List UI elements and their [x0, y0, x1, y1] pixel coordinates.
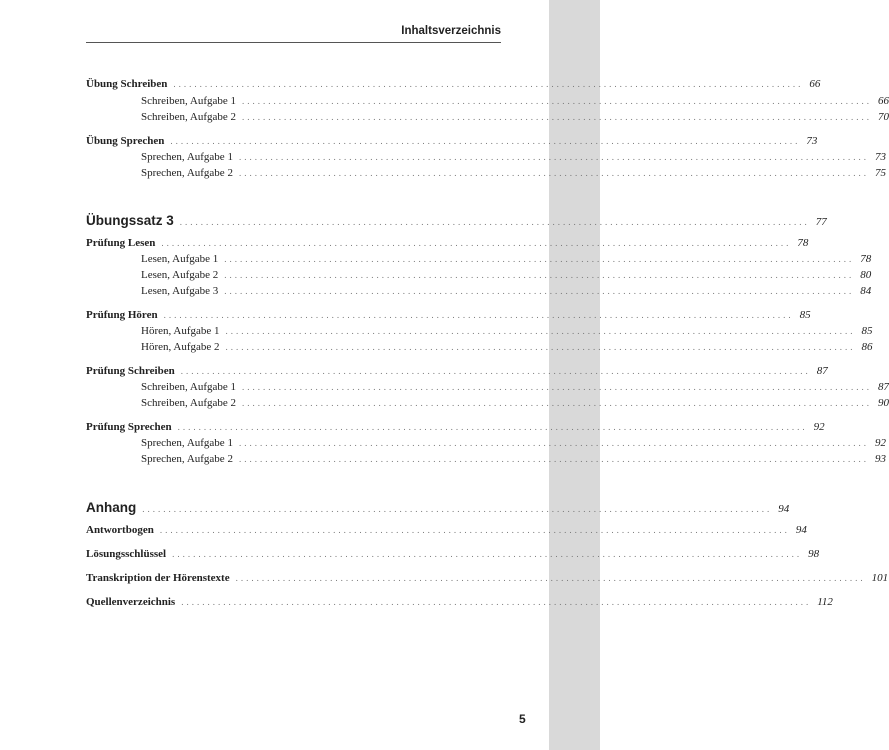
toc-entry-label: Sprechen, Aufgabe 2 [141, 453, 233, 465]
toc-entry-section [86, 596, 833, 608]
toc-entry-label: Transkription der Hörenstexte [86, 572, 230, 584]
toc-entry-page: 98 [808, 548, 820, 560]
toc-entry-page: 84 [860, 285, 872, 297]
toc-entry-item [141, 397, 889, 409]
toc-entry-page: 75 [874, 167, 886, 179]
dot-leader: ........................................................................................................................ [161, 238, 792, 248]
toc-entry-page: 90 [878, 397, 889, 409]
dot-leader: ........................................................................................................................ [242, 382, 872, 392]
toc-entry-item [141, 325, 873, 337]
toc-entry-page: 87 [878, 381, 889, 393]
dot-leader: ........................................................................................................................ [225, 342, 856, 352]
toc-entry-label: Hören, Aufgabe 2 [141, 341, 220, 353]
toc-entry-item [141, 437, 886, 449]
toc-entry-label: Schreiben, Aufgabe 1 [141, 381, 236, 393]
toc-entry-item [141, 269, 872, 281]
dot-leader: ........................................................................................................................ [177, 422, 808, 432]
toc-entry-label: Antwortbogen [86, 524, 154, 536]
dot-leader: ........................................................................................................................ [235, 573, 866, 583]
toc-entry-label: Übung Schreiben [86, 78, 168, 90]
dot-leader: ........................................................................................................................ [224, 270, 855, 280]
toc-entry-item [141, 341, 873, 353]
toc-entry-label: Prüfung Sprechen [86, 421, 172, 433]
dot-leader: ........................................................................................................................ [170, 136, 801, 146]
toc-entry-label: Schreiben, Aufgabe 1 [141, 95, 236, 107]
dot-leader: ........................................................................................................................ [224, 286, 855, 296]
dot-leader: ........................................................................................................................ [242, 112, 872, 122]
toc-entry-page: 94 [778, 503, 790, 515]
toc-entry-section [86, 548, 820, 560]
dot-leader: ........................................................................................................................ [163, 310, 794, 320]
toc-entry-label: Prüfung Hören [86, 309, 158, 321]
toc-entry-section [86, 524, 807, 536]
toc-entry-page: 66 [809, 78, 821, 90]
dot-leader: ........................................................................................................................ [224, 254, 855, 264]
toc-entry-item [141, 95, 889, 107]
toc-entry-item [141, 253, 872, 265]
toc-entry-page: 78 [860, 253, 872, 265]
toc-entry-page: 93 [874, 453, 886, 465]
dot-leader: ........................................................................................................................ [238, 152, 869, 162]
toc-entry-page: 87 [816, 365, 828, 377]
toc-entry-label: Übung Sprechen [86, 135, 165, 147]
toc-entry-page: 80 [860, 269, 872, 281]
toc-entry-page: 85 [799, 309, 811, 321]
toc-entry-item [141, 285, 872, 297]
toc-entry-page: 94 [795, 524, 807, 536]
toc-entry-page: 73 [874, 151, 886, 163]
toc-entry-page: 77 [815, 216, 827, 228]
toc-entry-label: Sprechen, Aufgabe 2 [141, 167, 233, 179]
toc-entry-section [86, 78, 821, 90]
running-header: Inhaltsverzeichnis [401, 25, 501, 37]
dot-leader: ........................................................................................................................ [238, 454, 869, 464]
toc-entry-page: 112 [817, 596, 833, 608]
toc-entry-item [141, 151, 886, 163]
toc-entry-label: Quellenverzeichnis [86, 596, 176, 608]
toc-entry-page: 78 [797, 237, 809, 249]
toc-entry-section [86, 237, 809, 249]
header-rule [86, 42, 501, 43]
toc-entry-label: Prüfung Schreiben [86, 365, 175, 377]
toc-entry-label: Lesen, Aufgabe 3 [141, 285, 219, 297]
toc-entry-label: Sprechen, Aufgabe 1 [141, 437, 233, 449]
toc-entry-section [86, 365, 828, 377]
toc-entry-page: 101 [871, 572, 889, 584]
dot-leader: ........................................................................................................................ [181, 597, 812, 607]
dot-leader: ........................................................................................................................ [159, 525, 790, 535]
dot-leader: ........................................................................................................................ [238, 168, 869, 178]
toc-entry-label: Lesen, Aufgabe 2 [141, 269, 219, 281]
dot-leader: ........................................................................................................................ [142, 504, 773, 514]
toc-entry-item [141, 111, 889, 123]
toc-entry-label: Hören, Aufgabe 1 [141, 325, 220, 337]
toc-entry-page: 92 [874, 437, 886, 449]
toc-entry-section [86, 135, 818, 147]
toc-entry-label: Sprechen, Aufgabe 1 [141, 151, 233, 163]
toc-entry-page: 70 [878, 111, 889, 123]
toc-entry-page: 66 [878, 95, 889, 107]
toc-entry-label: Prüfung Lesen [86, 237, 156, 249]
toc-entry-item [141, 167, 886, 179]
dot-leader: ........................................................................................................................ [242, 96, 872, 106]
toc-entry-part [86, 500, 790, 515]
toc-entry-item [141, 453, 886, 465]
dot-leader: ........................................................................................................................ [225, 326, 856, 336]
toc-entry-label: Übungssatz 3 [86, 213, 174, 228]
dot-leader: ........................................................................................................................ [242, 398, 872, 408]
dot-leader: ........................................................................................................................ [173, 79, 804, 89]
dot-leader: ........................................................................................................................ [180, 366, 811, 376]
toc-entry-label: Schreiben, Aufgabe 2 [141, 111, 236, 123]
toc-entry-page: 73 [806, 135, 818, 147]
toc-entry-label: Anhang [86, 500, 137, 515]
toc-entry-section [86, 309, 811, 321]
dot-leader: ........................................................................................................................ [238, 438, 869, 448]
page-number: 5 [519, 712, 526, 726]
dot-leader: ........................................................................................................................ [179, 217, 810, 227]
toc-entry-section [86, 421, 825, 433]
toc-entry-item [141, 381, 889, 393]
toc-entry-label: Lesen, Aufgabe 1 [141, 253, 219, 265]
toc-entry-page: 86 [861, 341, 873, 353]
dot-leader: ........................................................................................................................ [172, 549, 803, 559]
toc-entry-label: Lösungsschlüssel [86, 548, 167, 560]
toc-entry-page: 92 [813, 421, 825, 433]
toc-entry-part [86, 213, 827, 228]
toc-entry-label: Schreiben, Aufgabe 2 [141, 397, 236, 409]
toc-entry-page: 85 [861, 325, 873, 337]
toc-entry-section [86, 572, 889, 584]
